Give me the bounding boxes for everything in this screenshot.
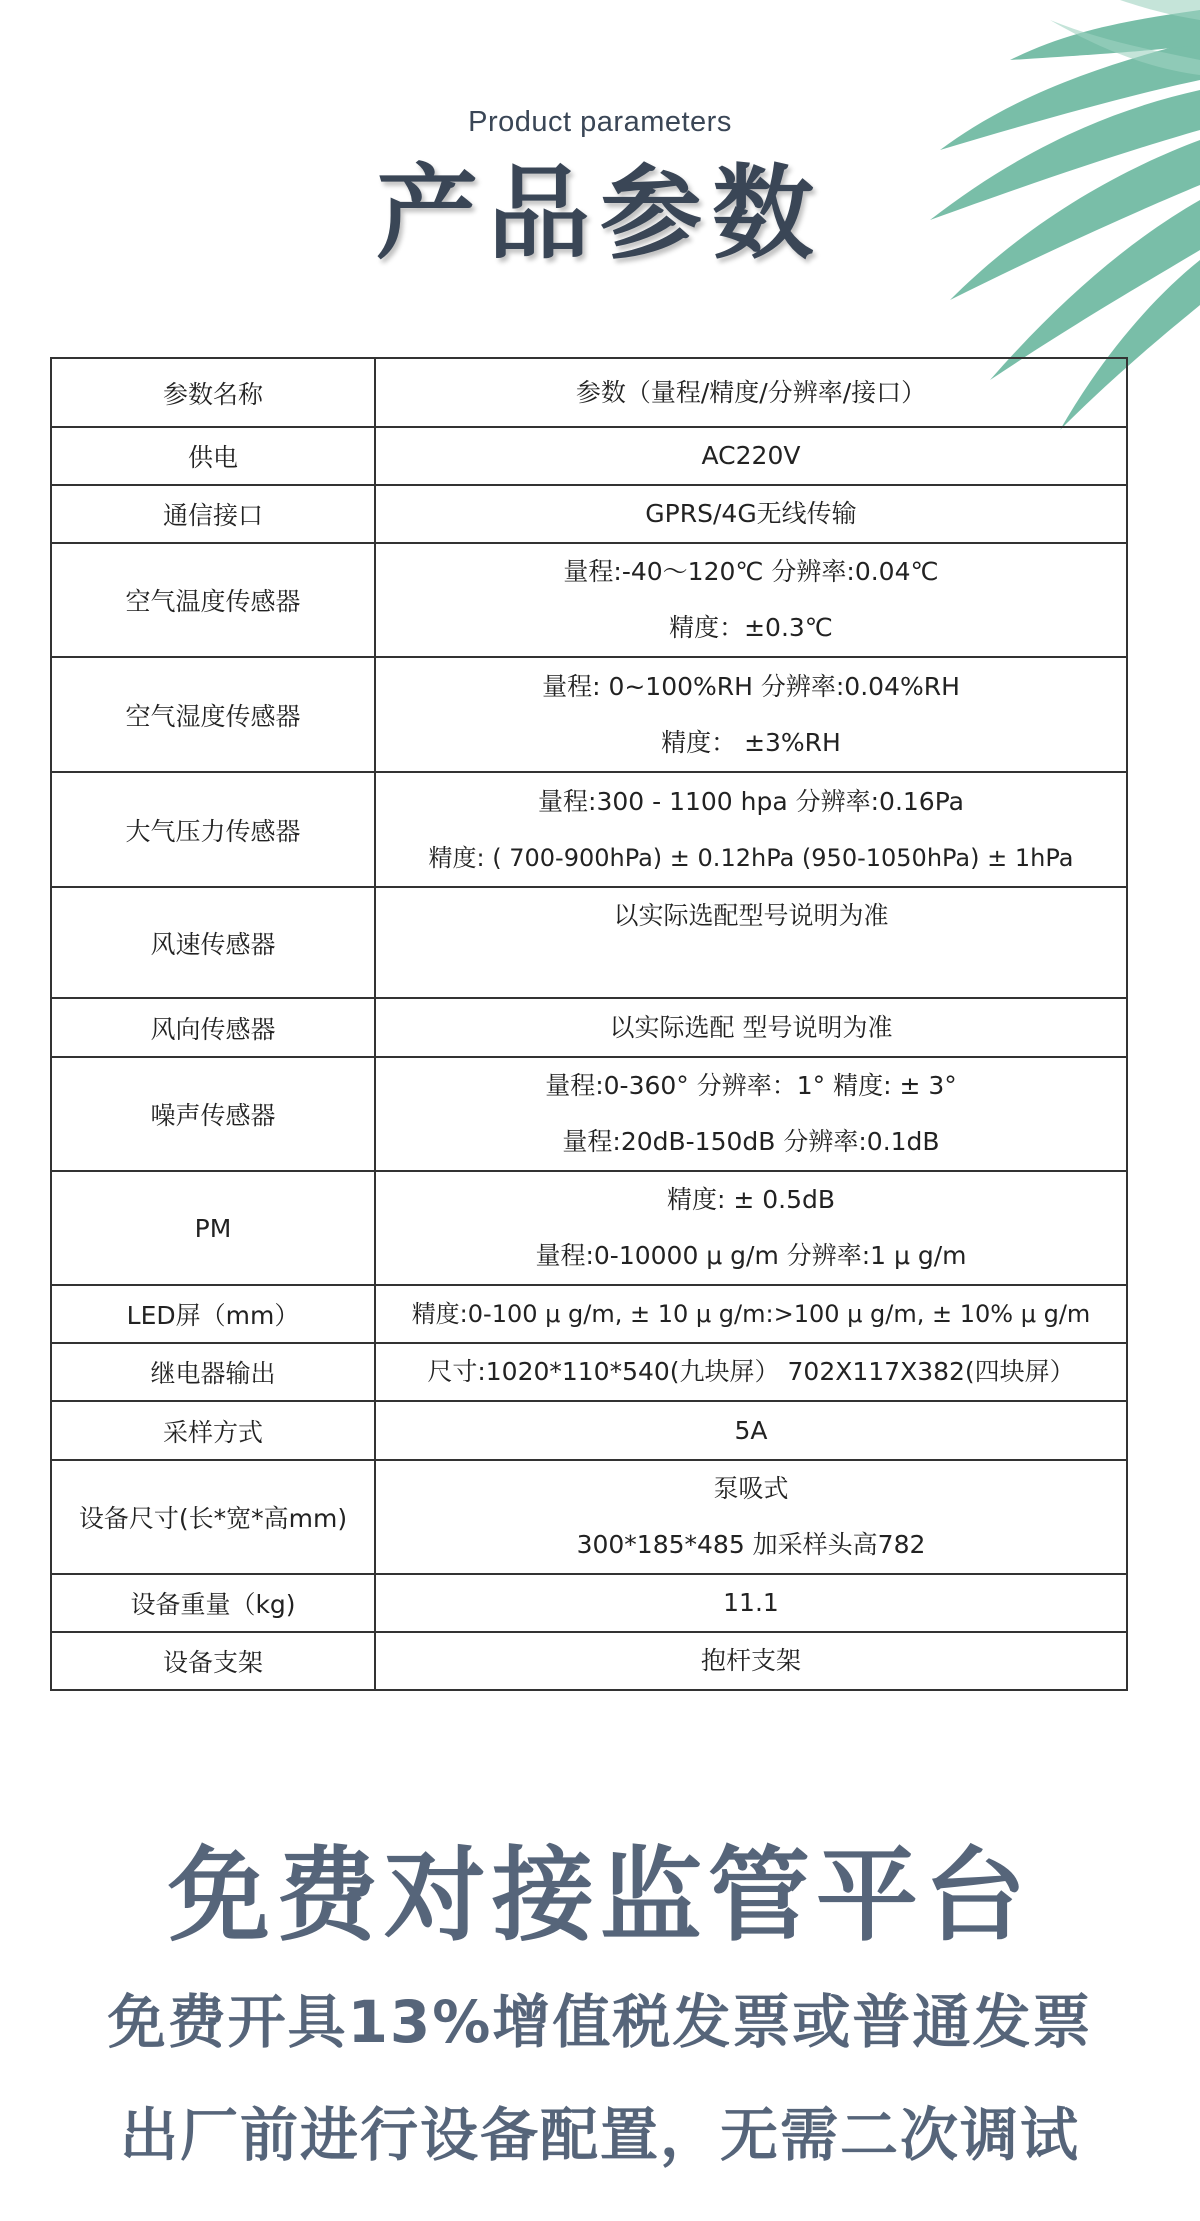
platform-title: 免费对接监管平台 xyxy=(168,1837,1032,1956)
config-note: 出厂前进行设备配置，无需二次调试 xyxy=(119,2101,1080,2169)
table-row xyxy=(51,1285,1127,1343)
table-row xyxy=(51,657,1127,772)
invoice-note: 免费开具13%增值税发票或普通发票 xyxy=(107,1988,1093,2056)
param-value: 量程:0-360° 分辨率：1° 精度: ± 3° 量程:20dB-150dB 分辨率:0.1dB xyxy=(375,1057,1127,1171)
table-row xyxy=(51,1343,1127,1401)
param-name: 大气压力传感器 xyxy=(51,772,375,887)
table-row xyxy=(51,1401,1127,1460)
param-name: 风向传感器 xyxy=(51,998,375,1057)
table-row xyxy=(51,485,1127,543)
table-row xyxy=(51,358,1127,427)
param-name: 噪声传感器 xyxy=(51,1057,375,1171)
table-row xyxy=(51,1460,1127,1574)
param-name: 参数名称 xyxy=(51,358,375,427)
table-row xyxy=(51,427,1127,485)
param-name: LED屏（mm） xyxy=(51,1285,375,1343)
param-value: GPRS/4G无线传输 xyxy=(375,485,1127,543)
param-value: 精度: ± 0.5dB 量程:0-10000 μ g/m 分辨率:1 μ g/m xyxy=(375,1171,1127,1285)
page-title: 产品参数 xyxy=(376,155,824,274)
param-name: 风速传感器 xyxy=(51,887,375,998)
param-value: AC220V xyxy=(375,427,1127,485)
table-row xyxy=(51,1574,1127,1632)
subtitle-en: Product parameters xyxy=(468,106,732,138)
param-value: 抱杆支架 xyxy=(375,1632,1127,1690)
param-name: 设备重量（kg) xyxy=(51,1574,375,1632)
param-name: 空气湿度传感器 xyxy=(51,657,375,772)
param-value: 以实际选配 型号说明为准 xyxy=(375,998,1127,1057)
param-value: 尺寸:1020*110*540(九块屏） 702X117X382(四块屏） xyxy=(375,1343,1127,1401)
param-value: 量程:-40～120℃ 分辨率:0.04℃ 精度：±0.3℃ xyxy=(375,543,1127,657)
param-value: 精度:0-100 μ g/m, ± 10 μ g/m:>100 μ g/m, ± 10% μ g/m xyxy=(375,1285,1127,1343)
table-row xyxy=(51,543,1127,657)
table-row xyxy=(51,1057,1127,1171)
param-name: PM xyxy=(51,1171,375,1285)
table-row xyxy=(51,772,1127,887)
table-row xyxy=(51,998,1127,1057)
param-name: 空气温度传感器 xyxy=(51,543,375,657)
param-value: 11.1 xyxy=(375,1574,1127,1632)
param-name: 通信接口 xyxy=(51,485,375,543)
table-row xyxy=(51,1171,1127,1285)
param-value: 泵吸式 300*185*485 加采样头高782 xyxy=(375,1460,1127,1574)
param-value: 量程: 0~100%RH 分辨率:0.04%RH 精度： ±3%RH xyxy=(375,657,1127,772)
param-value: 以实际选配型号说明为准 xyxy=(375,887,1127,998)
param-value: 参数（量程/精度/分辨率/接口） xyxy=(375,358,1127,427)
param-name: 供电 xyxy=(51,427,375,485)
param-name: 采样方式 xyxy=(51,1401,375,1460)
table-row xyxy=(51,1632,1127,1690)
param-name: 设备支架 xyxy=(51,1632,375,1690)
param-name: 继电器输出 xyxy=(51,1343,375,1401)
param-value: 5A xyxy=(375,1401,1127,1460)
parameters-table xyxy=(50,357,1128,1691)
param-value: 量程:300 - 1100 hpa 分辨率:0.16Pa 精度: ( 700-900hPa) ± 0.12hPa (950-1050hPa) ± 1hPa xyxy=(375,772,1127,887)
table-row xyxy=(51,887,1127,998)
param-name: 设备尺寸(长*宽*高mm) xyxy=(51,1460,375,1574)
